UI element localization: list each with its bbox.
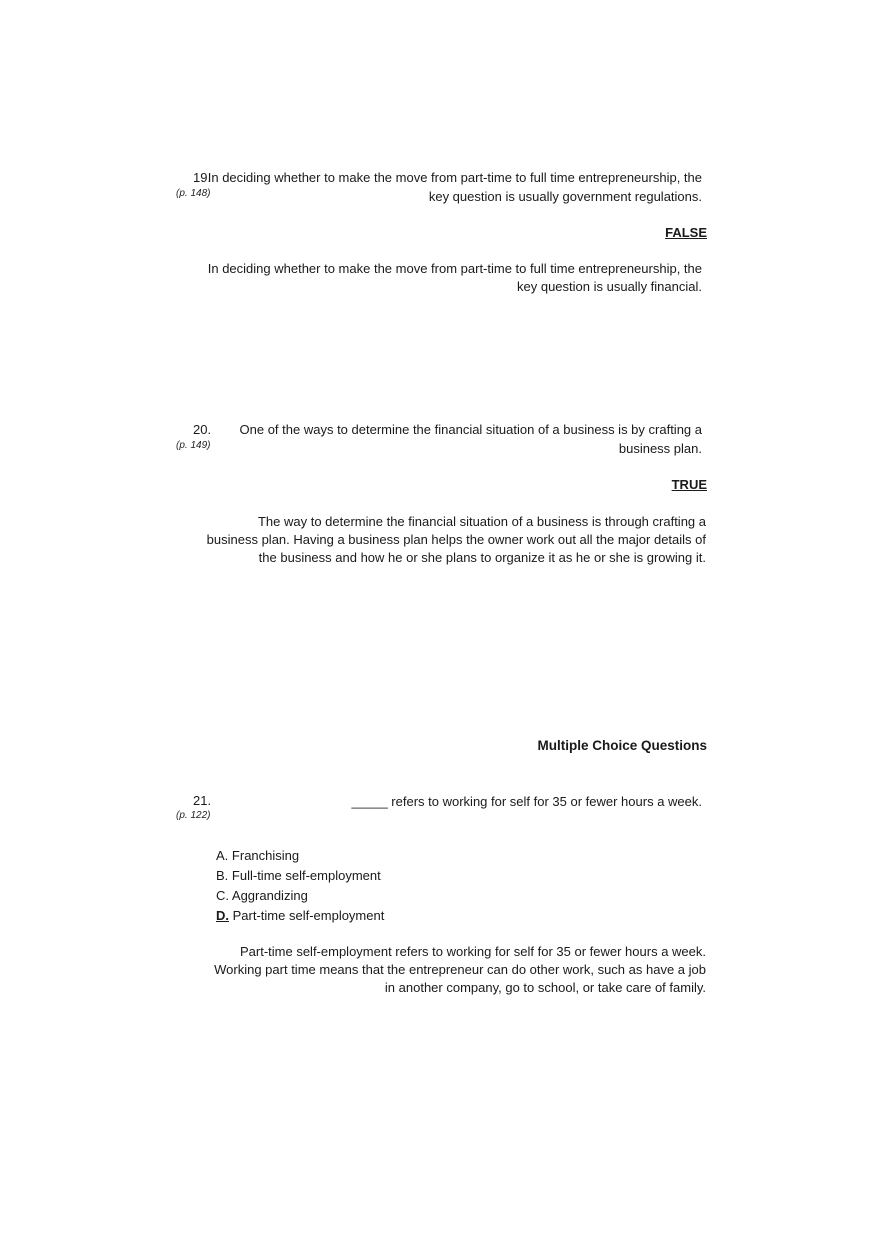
question-text (200, 168, 702, 206)
answer-explanation (200, 943, 706, 997)
choice-item (216, 846, 384, 866)
answer-explanation (200, 260, 702, 296)
question-text-line: One of the ways to determine the financial situation of a business is by crafting a (239, 422, 702, 437)
explanation-line: Part-time self-employment refers to working for self for 35 or fewer hours a week. (239, 944, 706, 959)
explanation-line: business plan. Having a business plan helps the owner work out all the major details of (206, 532, 706, 547)
question-text-line: key question is usually government regulations. (428, 189, 702, 204)
page-reference: (p. 148) (176, 188, 211, 199)
answer-label: TRUE (671, 477, 707, 492)
choice-text: Franchising (231, 848, 300, 863)
question-number: 21. (193, 793, 212, 808)
choice-item (216, 886, 384, 906)
question-text: _____ refers to working for self for 35 or fewer hours a week. (351, 794, 702, 809)
answer-label: FALSE (665, 225, 707, 240)
choice-text: Full-time self-employment (231, 868, 381, 883)
explanation-line: In deciding whether to make the move from part-time to full time entrepreneurship, the (207, 261, 702, 276)
choice-letter: B. (216, 868, 229, 883)
question-text (200, 420, 702, 458)
question-text-line: business plan. (618, 441, 702, 456)
answer-choices (216, 846, 384, 926)
explanation-line: key question is usually financial. (517, 279, 702, 294)
choice-letter: A. (216, 848, 229, 863)
choice-letter: C. (216, 888, 229, 903)
question-number: 20. (193, 422, 212, 437)
choice-text: Aggrandizing (231, 888, 308, 903)
choice-item-correct (216, 906, 384, 926)
choice-text: Part-time self-employment (232, 908, 385, 923)
section-heading: Multiple Choice Questions (537, 738, 707, 753)
question-text-line: In deciding whether to make the move from part-time to full time entrepreneurship, the (207, 170, 702, 185)
page-reference: (p. 122) (176, 810, 211, 821)
page-reference: (p. 149) (176, 440, 211, 451)
explanation-line: Working part time means that the entrepreneur can do other work, such as have a job (214, 962, 706, 977)
answer-explanation (195, 513, 706, 567)
explanation-line: The way to determine the financial situation of a business is through crafting a (257, 514, 706, 529)
explanation-line: the business and how he or she plans to organize it as he or she is growing it. (258, 550, 706, 565)
question-number: 19. (193, 170, 212, 185)
choice-letter-correct: D. (216, 908, 229, 923)
choice-item (216, 866, 384, 886)
explanation-line: in another company, go to school, or take care of family. (384, 980, 706, 995)
